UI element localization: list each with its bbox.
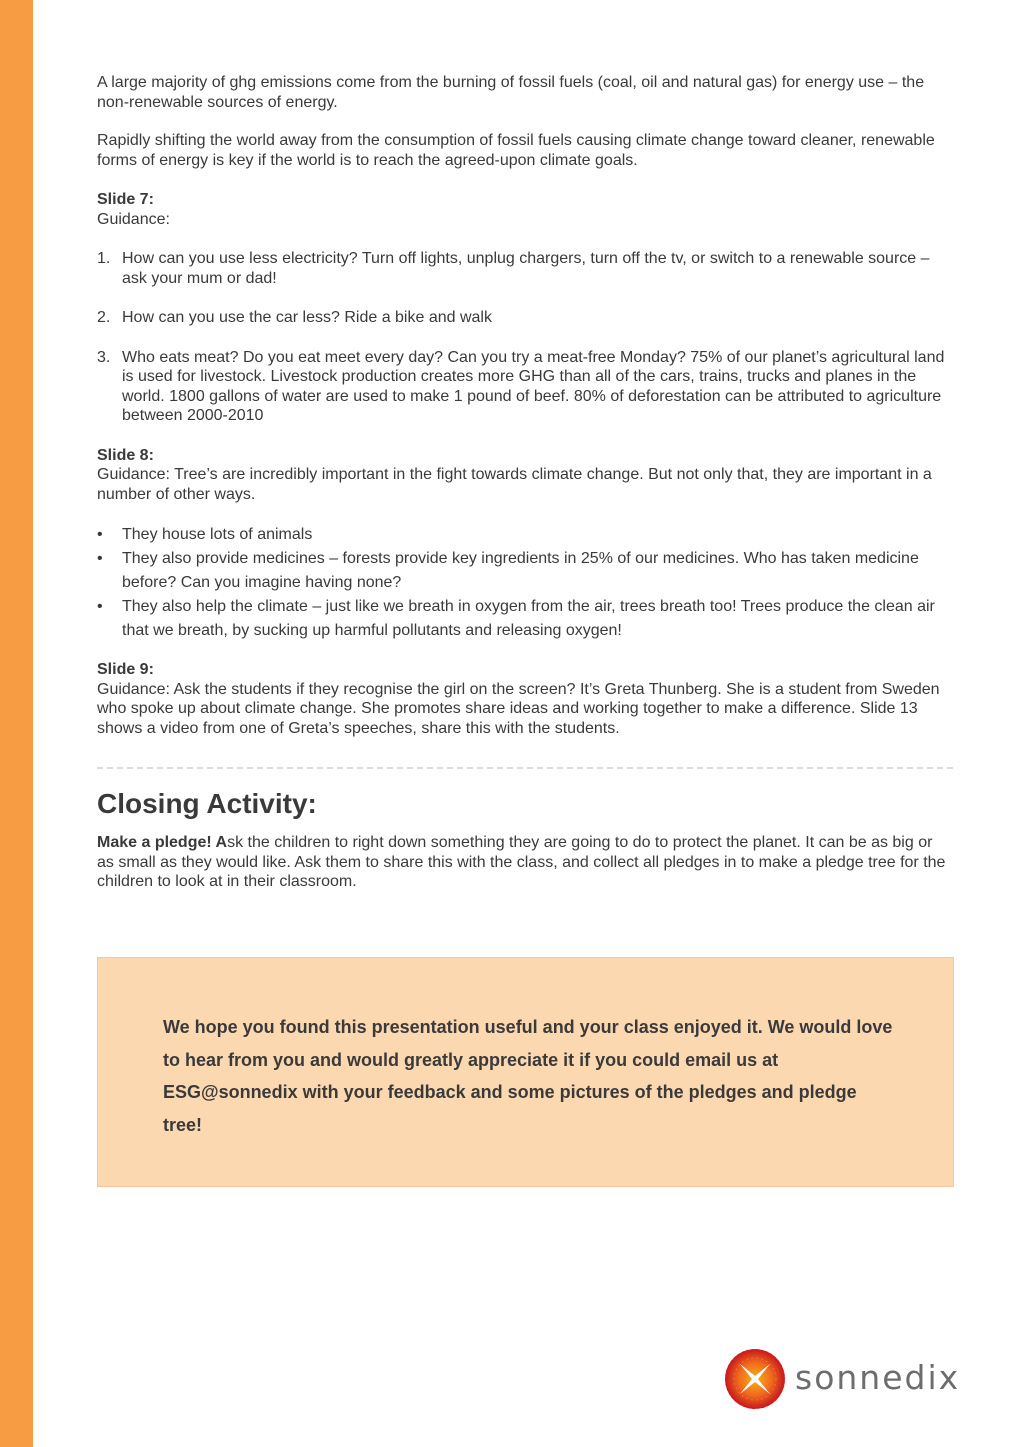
pledge-text: sk the children to right down something they are going to do to protect the planet. It can be as big or as small as they would like. Ask them to share this with the class, and collect all pledges in to make a pledge tree for the children to look at in their classroom. [97, 834, 946, 890]
slide-7-list [97, 249, 947, 426]
closing-paragraph [97, 833, 947, 892]
slide-8-heading: Slide 8: [97, 446, 154, 464]
list-item [97, 308, 947, 328]
closing-title: Closing Activity: [97, 788, 317, 819]
callout-text: We hope you found this presentation useful and your class enjoyed it. We would love to hear from you and would greatly appreciate it if you could email us at ESG@sonnedix with your feedback and some pictures of the pledges and pledge tree! [163, 1017, 893, 1135]
list-number: 1. [97, 250, 111, 267]
sonnedix-logo [724, 1348, 974, 1410]
bullet: • [97, 598, 103, 615]
feedback-callout [97, 957, 954, 1187]
bullet: • [97, 526, 103, 543]
list-item-text: They also provide medicines – forests provide key ingredients in 25% of our medicines. Who has taken medicine before? Can you imagine having none? [122, 550, 919, 591]
document-body [97, 73, 947, 738]
logo-wordmark: sonnedix [795, 1358, 961, 1397]
sonnedix-sun-icon [724, 1348, 786, 1410]
list-item [97, 523, 947, 547]
list-item-text: How can you use the car less? Ride a bike and walk [122, 309, 492, 326]
list-item-text: Who eats meat? Do you eat meet every day? Can you try a meat-free Monday? 75% of our planet’s agricultural land is used for livestock. Livestock production creates more GHG than all of the cars, trains, trucks and planes in the world. 1800 gallons of water are used to make 1 pound of beef. 80% of deforestation can be attributed to agriculture between 2000-2010 [122, 348, 945, 424]
list-item-text: They also help the climate – just like we breath in oxygen from the air, trees breath too! Trees produce the clean air that we breath, by sucking up harmful pollutants and releasing oxygen! [122, 598, 935, 639]
slide-8-bullets [97, 523, 947, 643]
slide-9-guidance: Guidance: Ask the students if they recognise the girl on the screen? It’s Greta Thunberg. She is a student from Sweden who spoke up about climate change. She promotes share ideas and working together to make a difference. Slide 13 shows a video from one of Greta’s speeches, share this with the students. [97, 680, 940, 737]
list-item-text: How can you use less electricity? Turn off lights, unplug chargers, turn off the tv, or switch to a renewable source – ask your mum or dad! [122, 250, 930, 287]
closing-section [97, 785, 947, 892]
list-number: 2. [97, 309, 111, 326]
accent-sidebar [0, 0, 33, 1447]
list-number: 3. [97, 348, 111, 366]
list-item-text: They house lots of animals [122, 526, 313, 543]
section-divider [97, 767, 953, 769]
intro-paragraph-1: A large majority of ghg emissions come from the burning of fossil fuels (coal, oil and natural gas) for energy use – the non-renewable sources of energy. [97, 74, 925, 111]
list-item [97, 547, 947, 595]
slide-9-heading: Slide 9: [97, 661, 154, 678]
slide-7-heading: Slide 7: [97, 191, 154, 208]
bullet: • [97, 550, 103, 567]
pledge-lead: Make a pledge! A [97, 834, 228, 851]
slide-8-guidance: Guidance: Tree’s are incredibly important in the fight towards climate change. But not only that, they are important in a number of other ways. [97, 466, 932, 503]
list-item [97, 595, 947, 643]
intro-paragraph-2: Rapidly shifting the world away from the consumption of fossil fuels causing climate change toward cleaner, renewable forms of energy is key if the world is to reach the agreed-upon climate goals. [97, 132, 935, 169]
list-item [97, 348, 947, 426]
list-item [97, 249, 947, 288]
slide-7-guidance: Guidance: [97, 210, 170, 228]
